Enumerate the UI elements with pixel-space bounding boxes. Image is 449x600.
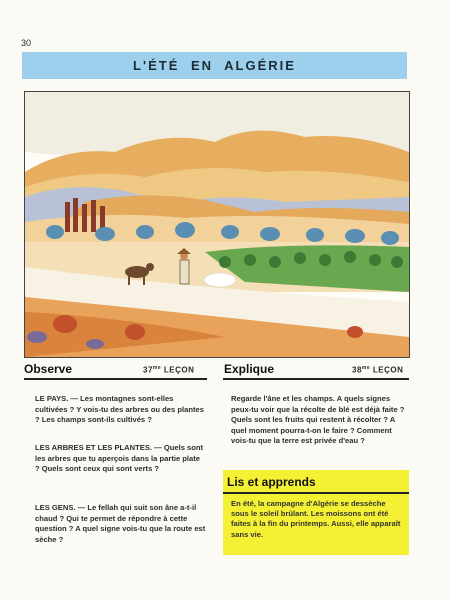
- left-heading-rule: [24, 378, 207, 380]
- lesson-38-label: [352, 365, 403, 375]
- lesson-ordinal: me: [152, 365, 162, 371]
- page-number: 30: [21, 38, 32, 48]
- landscape-illustration: [24, 91, 410, 358]
- lis-et-apprends-rule: [223, 492, 409, 494]
- lesson-word: LEÇON: [372, 365, 404, 375]
- observe-paragraph-arbres: LES ARBRES ET LES PLANTES. — Quels sont les arbres que tu aperçois dans la partie plate ? Quels sont ceux qui sont verts ?: [35, 443, 204, 474]
- lesson-number: 37: [143, 365, 153, 375]
- landscape-drawing: [25, 92, 409, 357]
- page-title: L'ÉTÉ EN ALGÉRIE: [133, 58, 296, 73]
- right-heading-rule: [223, 378, 409, 380]
- lis-et-apprends-heading: Lis et apprends: [227, 475, 316, 489]
- lesson-word: LEÇON: [163, 365, 195, 375]
- explique-heading: Explique: [224, 362, 275, 376]
- observe-paragraph-pays: LE PAYS. — Les montagnes sont-elles cultivées ? Y vois-tu des arbres ou des plantes ? Les champs sont-ils cultivés ?: [35, 394, 204, 425]
- lesson-ordinal: me: [361, 365, 371, 371]
- lis-et-apprends-text: En été, la campagne d'Algérie se dessèche sous le soleil brûlant. Les moissons ont été faites à la fin du printemps. Aussi, elle apparaît sans vie.: [231, 499, 401, 539]
- observe-paragraph-gens: LES GENS. — Le fellah qui suit son âne a-t-il chaud ? Qui te permet de répondre à cette question ? A quel signe vois-tu que la route est sèche ?: [35, 503, 206, 544]
- title-banner: [22, 52, 407, 79]
- lesson-37-label: [143, 365, 194, 375]
- lesson-number: 38: [352, 365, 362, 375]
- explique-paragraph: Regarde l'âne et les champs. A quels signes peux-tu voir que la récolte de blé est déjà faite ? Quels sont les fruits qui restent à récolter ? A quel moment pourra-t-on le faire ? Comment vois-tu que la terre est privée d'eau ?: [231, 394, 405, 446]
- observe-heading: Observe: [24, 362, 73, 376]
